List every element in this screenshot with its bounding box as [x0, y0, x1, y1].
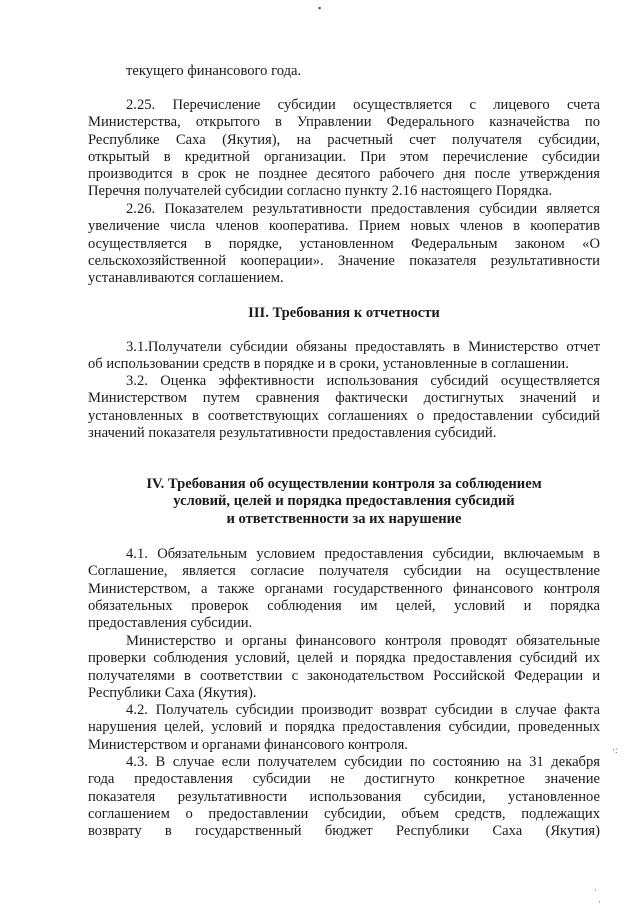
text-line: соглашением о предоставлении субсидии, объем средств, подлежащих — [88, 805, 600, 822]
text-line: Соглашение, является согласие получателя субсидии на осуществление — [88, 563, 600, 580]
paragraph-2-25 — [88, 97, 600, 201]
paragraph-4-1 — [88, 546, 600, 632]
text-line: Министерством и органами финансового контроля. — [88, 736, 408, 753]
text-line: значений показателя результативности предоставления субсидий. — [88, 424, 497, 441]
scan-speck: · — [598, 897, 601, 907]
text-line: устанавливаются соглашением. — [88, 270, 284, 287]
text-line: 2.26. Показателем результативности предоставления субсидии является — [126, 201, 600, 217]
text-line: получателями в соответствии с законодательством Российской Федерации и — [88, 667, 600, 684]
text-line: производится в срок не позднее десятого рабочего дня после утверждения — [88, 166, 600, 183]
text-line: Республике Саха (Якутия), на расчетный счет получателя субсидии, — [88, 131, 600, 148]
scan-speck: ·: — [612, 745, 618, 755]
text-line: Министерство и органы финансового контроля проводят обязательные — [126, 633, 600, 649]
text-line: обязательных проверок соблюдения им целей, условий и порядка — [88, 597, 600, 614]
text-line: осуществляется в порядке, установленном Федеральным законом «О — [88, 235, 600, 252]
text-line: показателя результативности использования субсидии, установленное — [88, 788, 600, 805]
text-line: возврату в государственный бюджет Республики Саха (Якутия) — [88, 823, 600, 840]
heading-line: и ответственности за их нарушение — [226, 510, 462, 527]
text-line: 3.1.Получатели субсидии обязаны предоставлять в Министерство отчет — [126, 339, 600, 355]
text-line: года предоставления субсидии не достигнуто конкретное значение — [88, 771, 600, 788]
text-line: проверки соблюдения условий, целей и порядка предоставления субсидий их — [88, 650, 600, 667]
text-line: 3.2. Оценка эффективности использования субсидий осуществляется — [126, 373, 600, 389]
scan-speck: · — [594, 885, 597, 895]
text-line: Перечня получателей субсидии согласно пункту 2.16 настоящего Порядка. — [88, 183, 553, 200]
text-line: установленных в соответствующих соглашениях о предоставлении субсидий — [88, 407, 600, 424]
continuation-line: текущего финансового года. — [126, 63, 302, 79]
text-line: об использовании средств в порядке и в сроки, установленные в соглашении. — [88, 356, 569, 373]
text-line: 4.3. В случае если получателем субсидии по состоянию на 31 декабря — [126, 754, 600, 770]
text-line: Министерством, а также органами государственного финансового контроля — [88, 580, 600, 597]
paragraph-2-26 — [88, 201, 600, 287]
section-4-heading — [88, 476, 600, 528]
text-line: 4.2. Получатель субсидии производит возврат субсидии в случае факта — [126, 702, 600, 718]
paragraph-4-3 — [88, 754, 600, 840]
text-line: увеличение числа членов кооператива. Прием новых членов в кооператив — [88, 218, 600, 235]
text-line: сельскохозяйственной кооперации». Значение показателя результативности — [88, 252, 600, 269]
text-line: Республики Саха (Якутия). — [88, 684, 257, 701]
scan-speck: ▪ — [318, 3, 322, 13]
paragraph-4-2 — [88, 702, 600, 754]
text-line: 4.1. Обязательным условием предоставления субсидии, включаемым в — [126, 546, 600, 562]
paragraph-3-2 — [88, 373, 600, 442]
paragraph-ministry-checks — [88, 633, 600, 702]
paragraph-3-1 — [88, 339, 600, 374]
text-line: Министерством путем сравнения фактически достигнутых значений и — [88, 390, 600, 407]
text-line: открытый в кредитной организации. При этом перечисление субсидии — [88, 148, 600, 165]
text-line: 2.25. Перечисление субсидии осуществляется с лицевого счета — [126, 97, 600, 113]
text-line: Министерства, открытого в Управлении Федерального казначейства по — [88, 114, 600, 131]
section-3-heading: III. Требования к отчетности — [248, 305, 440, 321]
heading-line: условий, целей и порядка предоставления субсидий — [173, 493, 515, 510]
heading-line: IV. Требования об осуществлении контроля за соблюдением — [146, 476, 542, 492]
text-line: нарушения целей, условий и порядка предоставления субсидии, проведенных — [88, 719, 600, 736]
text-line: предоставления субсидии. — [88, 615, 253, 632]
